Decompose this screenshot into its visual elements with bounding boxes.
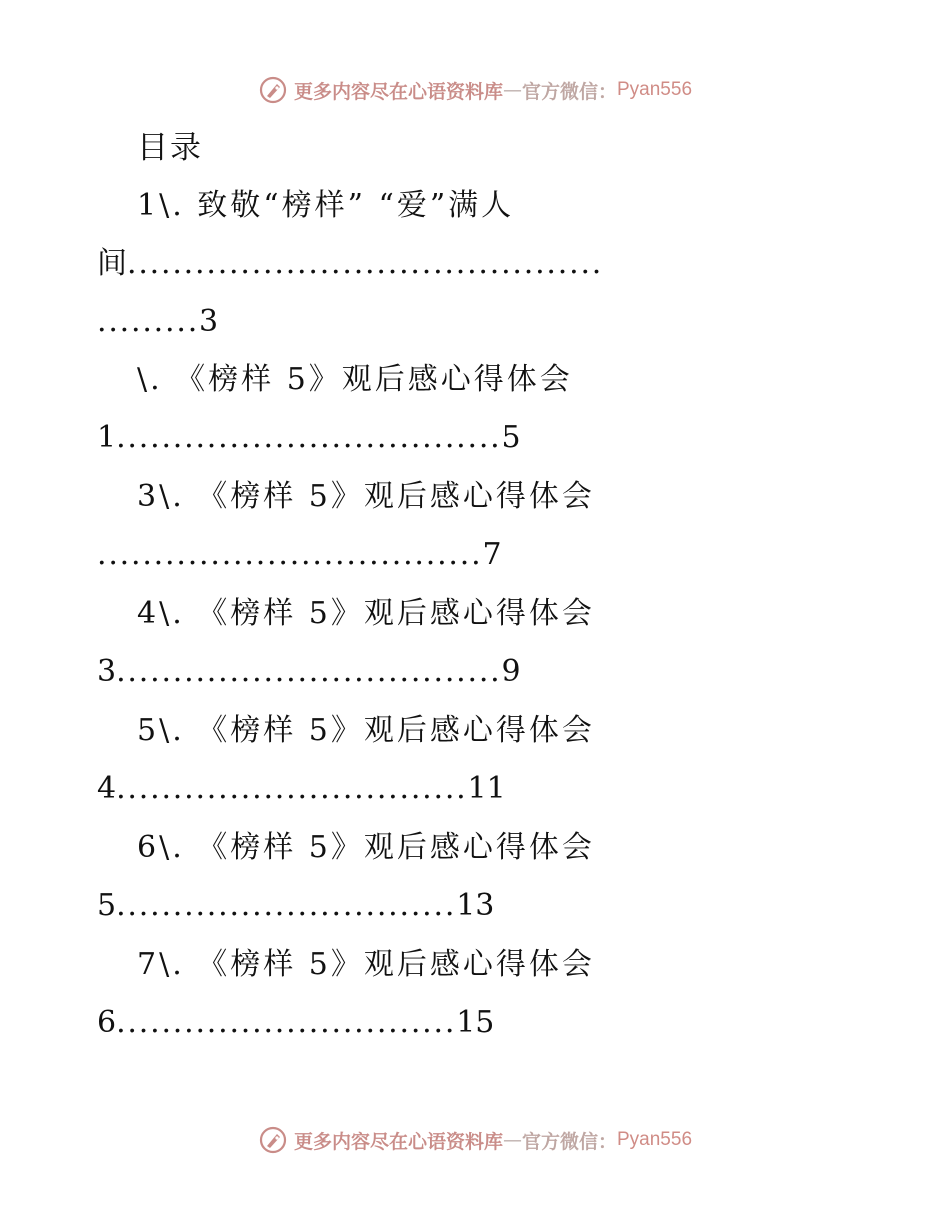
toc-entry-1-title: 1\. 致敬“榜样” “爱”满人 (137, 188, 515, 223)
toc-entry-1-page: 3 (199, 304, 219, 339)
toc-entry-1-leader-2: ......... (97, 304, 200, 339)
toc-entry-4-page: 9 (501, 654, 521, 689)
watermark-wechat-id: Pyan556 (617, 1129, 693, 1150)
watermark-wechat-label: 官方微信： (521, 80, 617, 103)
toc-entry-7-title: 7\. 《榜样 5》观后感心得体会 (137, 947, 595, 982)
toc-entry-7-continuation: 6 (97, 1005, 117, 1040)
footer-watermark (0, 1120, 950, 1160)
watermark-main-text: 更多内容尽在心语资料库 (293, 1130, 503, 1153)
toc-entry-7-page: 15 (456, 1005, 495, 1040)
watermark-wechat-id: Pyan556 (617, 79, 693, 100)
pen-nib-icon (258, 1125, 288, 1155)
toc-entry-1-leader-line-2 (97, 302, 218, 342)
toc-entry-2-title: \. 《榜样 5》观后感心得体会 (137, 362, 573, 397)
toc-entry-6-title: 6\. 《榜样 5》观后感心得体会 (137, 830, 595, 865)
toc-entry-2-continuation: 1 (97, 420, 117, 455)
header-watermark (0, 70, 950, 110)
toc-entry-3-leader: .................................. (97, 537, 483, 572)
watermark-dash: — (502, 1129, 522, 1151)
toc-entry-5-page: 11 (467, 771, 506, 806)
toc-entry-2-page: 5 (501, 420, 521, 455)
watermark-dash: — (502, 79, 522, 101)
toc-title: 目录 (137, 130, 203, 166)
toc-entry-7-leader-line (97, 1003, 494, 1043)
toc-entry-1-continuation: 间 (97, 246, 127, 281)
toc-entry-3-leader-line (97, 535, 502, 575)
watermark-wechat-label: 官方微信： (521, 1130, 617, 1153)
pen-nib-icon (258, 75, 288, 105)
toc-entry-6-continuation: 5 (97, 888, 117, 923)
toc-entry-6-page: 13 (456, 888, 495, 923)
toc-entry-5-leader-line (97, 769, 506, 809)
toc-entry-4-title: 4\. 《榜样 5》观后感心得体会 (137, 596, 595, 631)
toc-entry-5-continuation: 4 (97, 771, 117, 806)
toc-entry-2-leader-line (97, 418, 521, 458)
toc-entry-3-page: 7 (482, 537, 502, 572)
toc-entry-7-leader: .............................. (116, 1005, 457, 1040)
toc-entry-4-leader-line (97, 652, 521, 692)
toc-entry-3-title: 3\. 《榜样 5》观后感心得体会 (137, 479, 595, 514)
toc-entry-4-leader: .................................. (116, 654, 502, 689)
toc-entry-6-leader: .............................. (116, 888, 457, 923)
toc-entry-6-leader-line (97, 886, 494, 926)
toc-entry-5-leader: ............................... (116, 771, 468, 806)
toc-entry-2-leader: .................................. (116, 420, 502, 455)
toc-entry-1-leader-line (97, 244, 603, 284)
toc-entry-5-title: 5\. 《榜样 5》观后感心得体会 (137, 713, 595, 748)
toc-entry-1-leader: .......................................... (127, 246, 604, 281)
toc-entry-4-continuation: 3 (97, 654, 117, 689)
watermark-main-text: 更多内容尽在心语资料库 (293, 80, 503, 103)
